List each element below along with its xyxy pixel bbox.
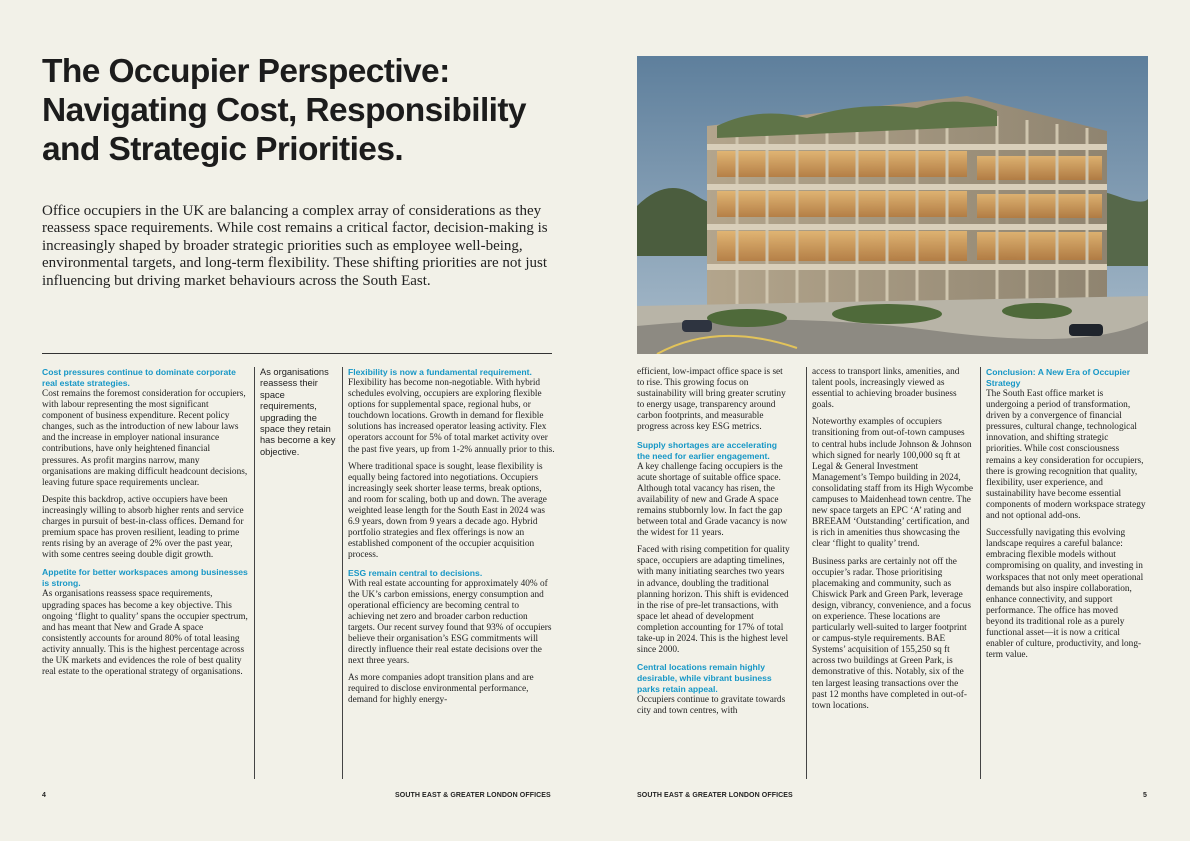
running-footer: SOUTH EAST & GREATER LONDON OFFICES bbox=[395, 792, 551, 799]
paragraph: As organisations reassess space requirements, upgrading spaces has become a key objective. This ongoing ‘flight to quality’ spans the occupier spectrum, and has meant that New and Grade A space consistently accounts for around 80% of total leasing activity annually. This is the highest percentage across the UK markets and evidences the role of best quality real estate to the operational strategy of organisations. bbox=[42, 589, 248, 678]
subheading: Conclusion: A New Era of Occupier Strategy bbox=[986, 367, 1131, 388]
column-3 bbox=[348, 367, 556, 713]
divider-rule bbox=[42, 353, 552, 354]
subheading: ESG remain central to decisions. bbox=[348, 567, 483, 578]
paragraph: As more companies adopt transition plans and are required to disclose environmental performance, demand for highly energy- bbox=[348, 673, 534, 706]
paragraph: efficient, low-impact office space is set to rise. This growing focus on sustainability will bring greater scrutiny to energy usage, transparency around carbon footprints, and measurable progress across key ESG metrics. bbox=[637, 367, 786, 433]
pull-quote: As organisations reassess their space requirements, upgrading the space they retain has become a key objective. bbox=[260, 367, 336, 457]
subheading: Appetite for better workspaces among businesses is strong. bbox=[42, 567, 248, 589]
subheading: Flexibility is now a fundamental requirement. bbox=[348, 367, 532, 377]
subheading: Cost pressures continue to dominate corporate real estate strategies. bbox=[42, 367, 236, 388]
paragraph: The South East office market is undergoing a period of transformation, driven by a convergence of financial pressures, cultural change, technological innovation, and shifting strategic priorities. While cost consciousness remains a key consideration for occupiers, there is growing recognition that quality, flexibility, user experience, and sustainability have become essential components of modern workspace strategy and not optional add-ons. bbox=[986, 389, 1146, 522]
right-page bbox=[595, 0, 1190, 841]
column-1 bbox=[42, 367, 248, 684]
column-divider bbox=[342, 367, 343, 779]
paragraph: A key challenge facing occupiers is the acute shortage of suitable office space. Although total vacancy has risen, the availability of new and Grade A space remains stubbornly low. In fact the gap between total and Grade vacancy is now the widest for 11 years. bbox=[637, 461, 788, 539]
running-footer: SOUTH EAST & GREATER LONDON OFFICES bbox=[637, 792, 793, 799]
page-number: 4 bbox=[42, 792, 46, 799]
column-divider bbox=[980, 367, 981, 779]
paragraph: Occupiers continue to gravitate towards city and town centres, with bbox=[637, 695, 786, 717]
subheading: Central locations remain highly desirable, while vibrant business parks retain appeal. bbox=[637, 662, 772, 695]
paragraph: Faced with rising competition for quality space, occupiers are adapting timelines, with many initiating searches two years in advance, doubling the traditional planning horizon. This shift is evidenced in the rise of pre-let transactions, with space let ahead of development completion accounting for 17% of total take-up in 2024. This is the highest level since 2000. bbox=[637, 545, 790, 656]
column-4 bbox=[637, 367, 792, 723]
paragraph: Noteworthy examples of occupiers transitioning from out-of-town campuses to central hubs include Johnson & Johnson which signed for nearly 100,000 sq ft at Legal & General Investment Management’s Tempo building in 2024, consolidating staff from its High Wycombe campuses to Maidenhead town centre. The new space targets an EPC ‘A’ rating and BREEAM ‘Outstanding’ certification, and is rich in amenities thus showcasing the clear ‘flight to quality’ trend. bbox=[812, 417, 973, 550]
building-photo bbox=[637, 56, 1148, 354]
paragraph: Successfully navigating this evolving landscape requires a careful balance: embracing flexible models without compromising on quality, and investing in workspaces that not only meet operational demands but also inspire collaboration, enhance connectivity, and support performance. The office has moved beyond its traditional role as a purely functional asset—it is now a critical enabler of culture, productivity, and long-term value. bbox=[986, 528, 1144, 661]
page-number: 5 bbox=[1143, 792, 1147, 799]
column-divider bbox=[806, 367, 807, 779]
column-divider bbox=[254, 367, 255, 779]
paragraph: Where traditional space is sought, lease flexibility is equally being factored into negotiations. Occupiers increasingly seek shorter lease terms, break options, and room for scaling, both up and down. The average weighted lease length for the South East in 2024 was 6.9 years, down from 9 years a decade ago. Hybrid portfolio strategies and flex offerings is now an established component of the occupier acquisition process. bbox=[348, 461, 547, 561]
intro-paragraph: Office occupiers in the UK are balancing a complex array of considerations as they reassess space requirements. While cost remains a critical factor, decision-making is increasingly shaped by broader strategic priorities such as employee well-being, environmental targets, and long-term flexibility. These shifting priorities are not just influencing but driving market behaviours across the South East. bbox=[42, 203, 548, 289]
column-6 bbox=[986, 367, 1146, 667]
paragraph: With real estate accounting for approximately 40% of the UK’s carbon emissions, energy consumption and operational efficiency are becoming central to achieving net zero and broader carbon reduction targets. Our recent survey found that 93% of occupiers believe their organisation’s ESG commitments will directly influence their real estate decisions over the next three years. bbox=[348, 578, 552, 667]
building-illustration bbox=[637, 56, 1148, 354]
paragraph: Cost remains the foremost consideration for occupiers, with labour representing the most significant component of business expenditure. Recent policy changes, such as the introduction of new labour laws and the increase in employer national insurance contributions, have only heightened financial pressures. As profit margins narrow, many organisations are making difficult headcount decisions, leaving future space requirements unclear. bbox=[42, 389, 248, 488]
column-5 bbox=[812, 367, 974, 718]
page-title: The Occupier Perspective: Navigating Cost, Responsibility and Strategic Priorities. bbox=[42, 53, 526, 168]
paragraph: Despite this backdrop, active occupiers have been increasingly willing to absorb higher rents and service charges in pursuit of best-in-class offices. Demand for premium space has proven resilient, leading to prime rents rising by an average of 2% over the past year, with some centres seeing double digit growth. bbox=[42, 494, 244, 561]
paragraph: Business parks are certainly not off the occupier’s radar. Those prioritising placemaking and community, such as Chiswick Park and Green Park, leverage design, vibrancy, convenience, and a focus on experience. These locations are particularly well-suited to larger footprint or campus-style requirements. BAE Systems’ acquisition of 155,250 sq ft across two buildings at Green Park, is demonstrative of this. Notably, six of the ten largest leasing transactions over the past 12 months have completed in out-of-town locations. bbox=[812, 556, 971, 711]
paragraph: Flexibility has become non-negotiable. With hybrid schedules evolving, occupiers are exploring flexible options for supplemental space, regional hubs, or touchdown locations. Growth in demand for flexible solutions has increased operator leasing activity. Flex operators account for 5% of total market activity over the past five years, up from 1-2% annually prior to this. bbox=[348, 378, 555, 455]
paragraph: access to transport links, amenities, and talent pools, increasingly viewed as essential to achieving broader business goals. bbox=[812, 367, 960, 411]
subheading: Supply shortages are accelerating the need for earlier engagement. bbox=[637, 439, 777, 461]
